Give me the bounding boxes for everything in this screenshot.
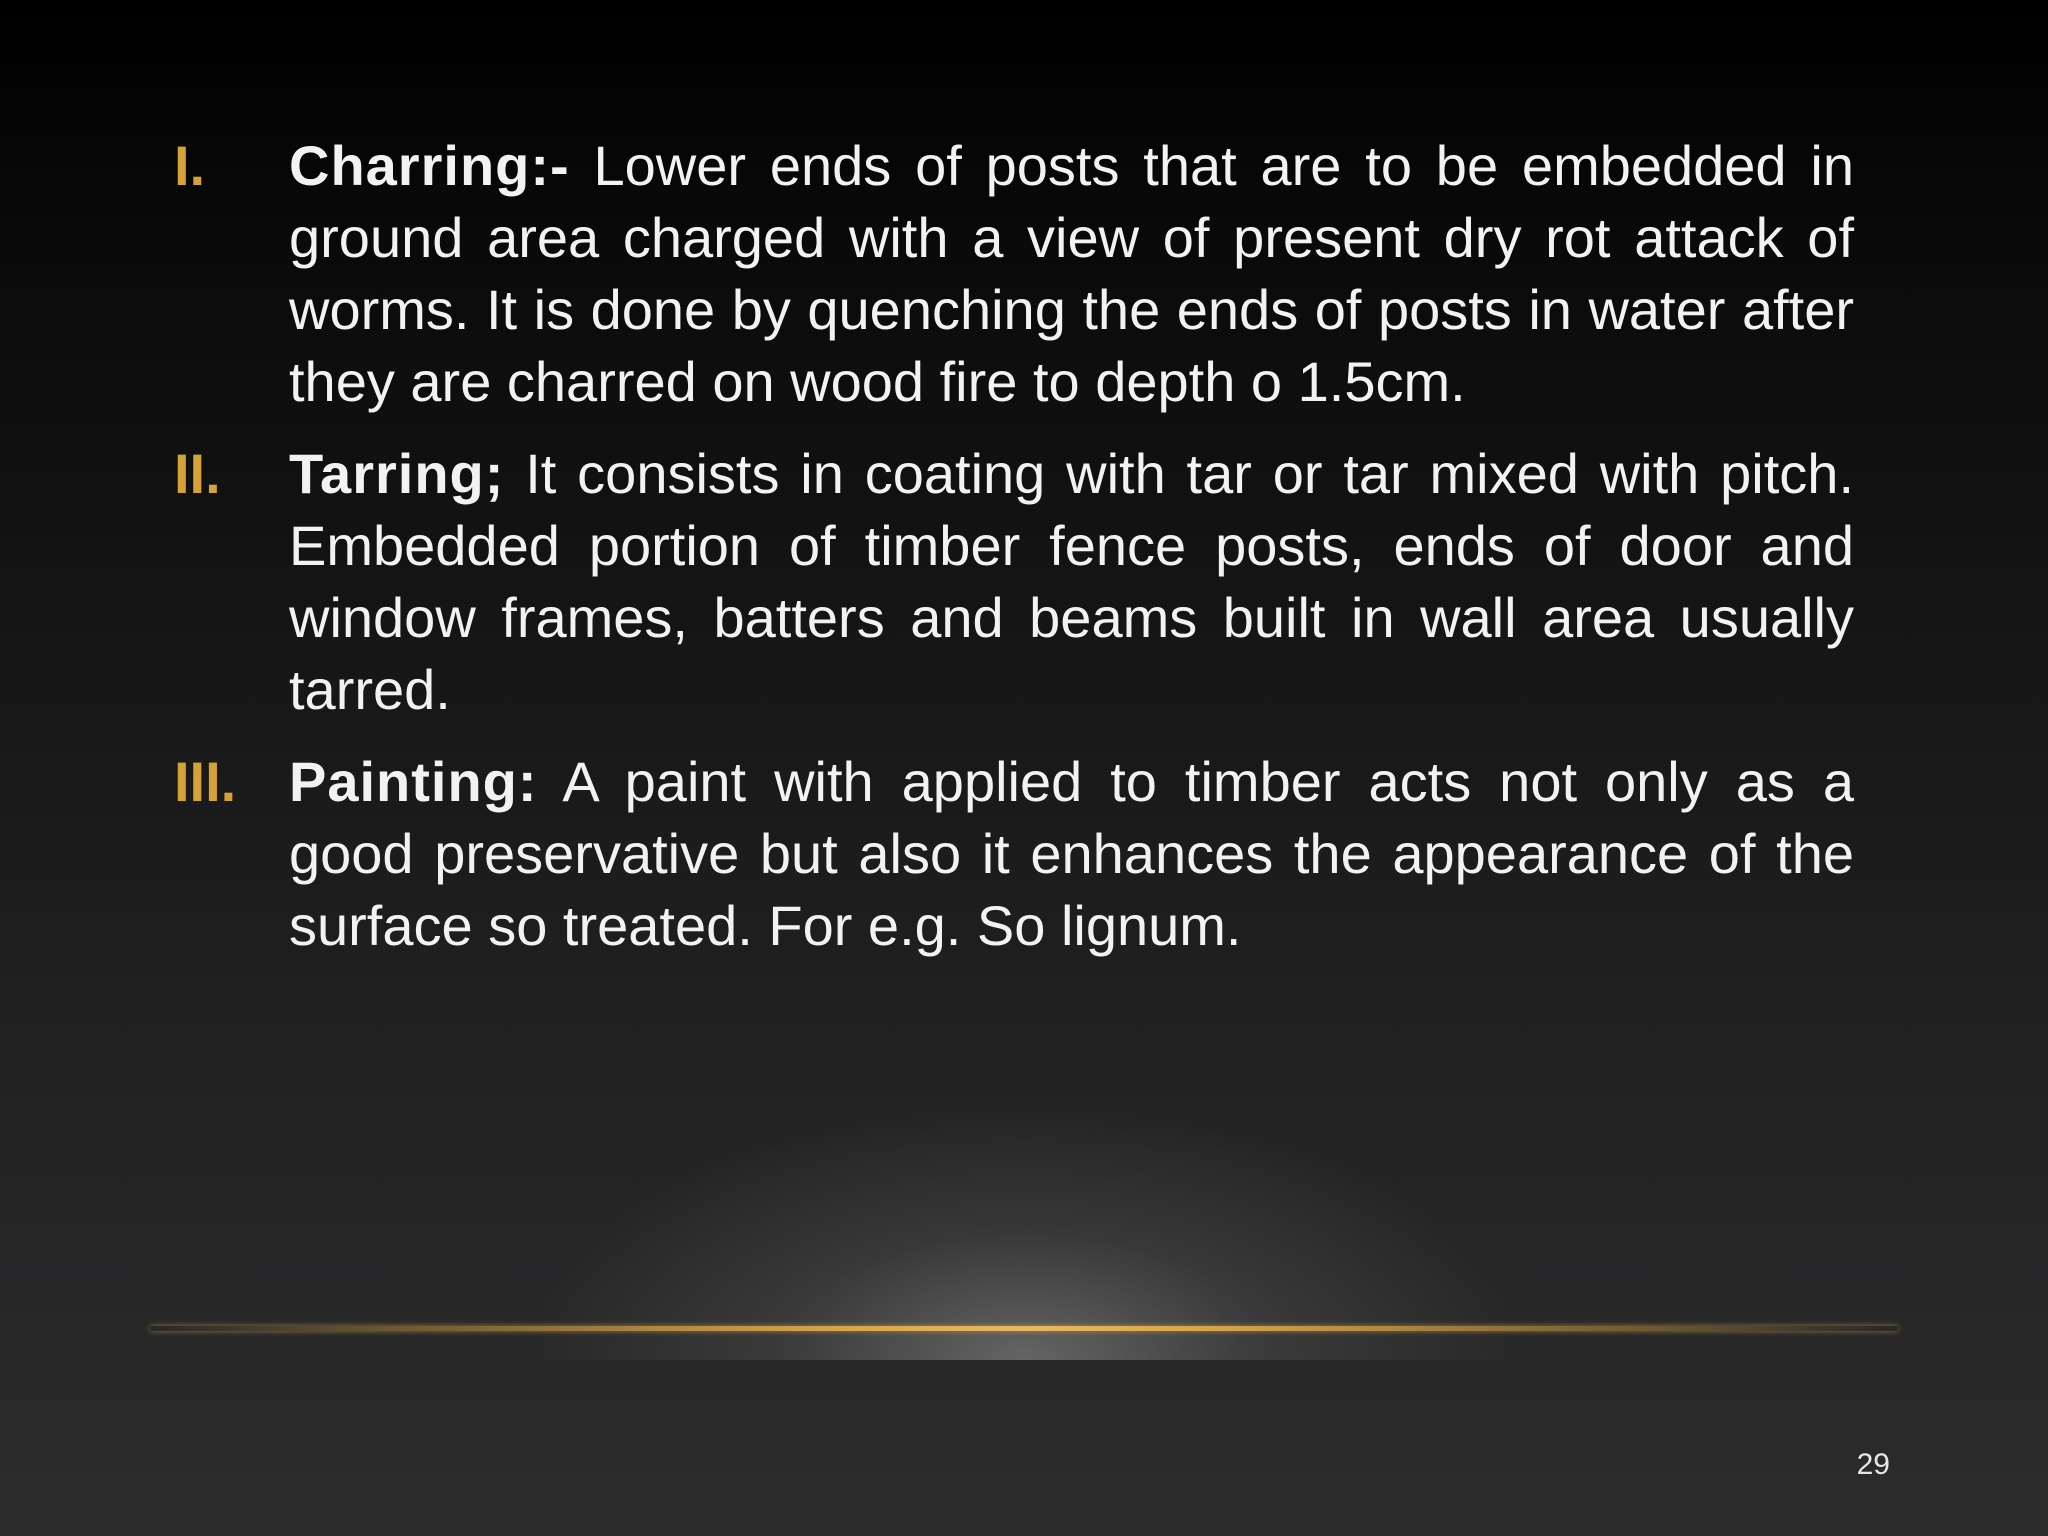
term-charring: Charring:- [289, 134, 570, 197]
list-numeral: III. [174, 750, 237, 813]
term-painting: Painting: [289, 750, 538, 813]
description-charring: Lower ends of posts that are to be embedded in ground area charged with a view of present dry rot attack of worms. It is done by quenching the ends of posts in water after they are charred on wood fire to depth o 1.5cm. [289, 134, 1854, 413]
description-tarring: It consists in coating with tar or tar mixed with pitch. Embedded portion of timber fence posts, ends of door and window frames, batters and beams built in wall area usually tarred. [289, 442, 1854, 721]
light-glow-decoration [524, 1100, 1524, 1360]
list-item-text [289, 130, 1854, 418]
bullet-list [174, 130, 1854, 982]
gold-accent-line [150, 1326, 1898, 1331]
description-painting: A paint with applied to timber acts not only as a good preservative but also it enhances the appearance of the surface so treated. For e.g. So lignum. [289, 750, 1854, 957]
list-item-tarring [174, 438, 1854, 726]
list-item-charring [174, 130, 1854, 418]
list-numeral: I. [174, 134, 206, 197]
list-numeral: II. [174, 442, 221, 505]
list-item-text [289, 746, 1854, 962]
list-item-text [289, 438, 1854, 726]
page-number: 29 [1856, 1448, 1890, 1481]
list-item-painting [174, 746, 1854, 962]
term-tarring: Tarring; [289, 442, 505, 505]
